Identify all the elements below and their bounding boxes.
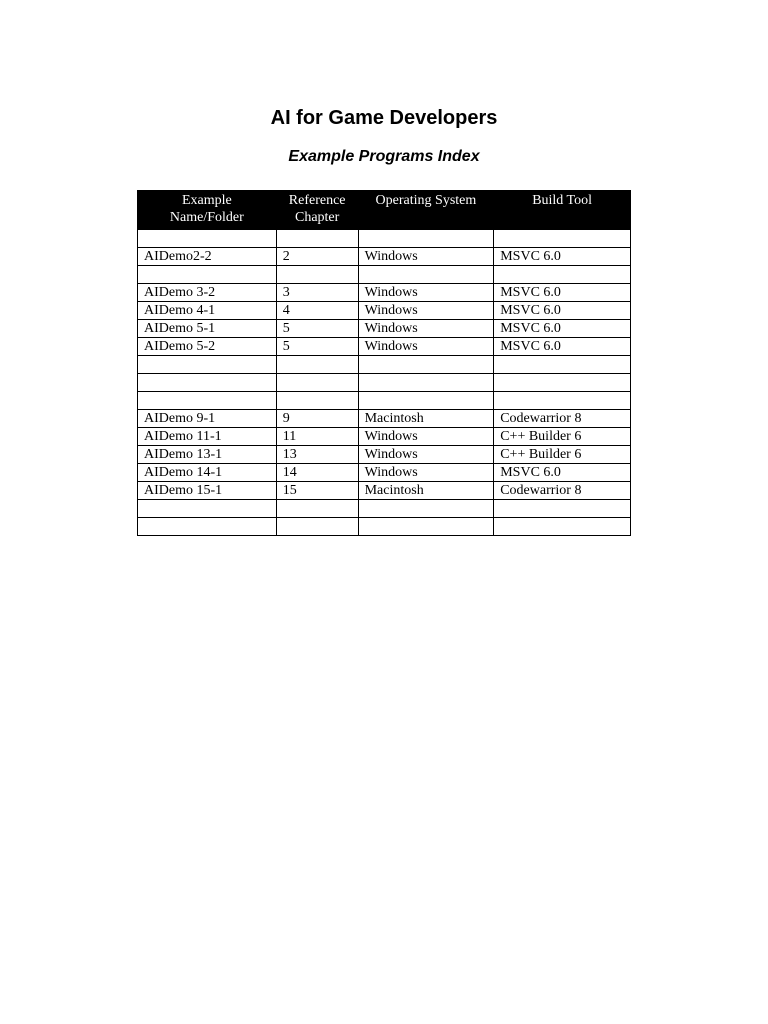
reference-chapter-cell: 3 xyxy=(276,284,358,302)
table-row xyxy=(138,482,631,500)
reference-chapter-cell: 14 xyxy=(276,464,358,482)
operating-system-cell: Windows xyxy=(358,320,494,338)
build-tool-cell xyxy=(494,518,631,536)
example-name-cell: AIDemo 9-1 xyxy=(138,410,277,428)
build-tool-cell: Codewarrior 8 xyxy=(494,410,631,428)
example-name-cell xyxy=(138,392,277,410)
build-tool-cell xyxy=(494,266,631,284)
build-tool-cell: MSVC 6.0 xyxy=(494,320,631,338)
table-row xyxy=(138,464,631,482)
header-reference-chapter xyxy=(276,191,358,230)
table-row xyxy=(138,320,631,338)
table-row xyxy=(138,374,631,392)
reference-chapter-cell: 5 xyxy=(276,338,358,356)
build-tool-cell xyxy=(494,500,631,518)
reference-chapter-cell: 5 xyxy=(276,320,358,338)
reference-chapter-cell: 13 xyxy=(276,446,358,464)
example-programs-table xyxy=(137,190,631,536)
example-name-cell: AIDemo2-2 xyxy=(138,248,277,266)
build-tool-cell: MSVC 6.0 xyxy=(494,338,631,356)
table-row xyxy=(138,410,631,428)
example-name-cell: AIDemo 3-2 xyxy=(138,284,277,302)
operating-system-cell: Windows xyxy=(358,338,494,356)
operating-system-cell xyxy=(358,374,494,392)
example-name-cell: AIDemo 13-1 xyxy=(138,446,277,464)
table-row xyxy=(138,284,631,302)
reference-chapter-cell: 4 xyxy=(276,302,358,320)
operating-system-cell xyxy=(358,230,494,248)
build-tool-cell: C++ Builder 6 xyxy=(494,428,631,446)
example-name-cell: AIDemo 4-1 xyxy=(138,302,277,320)
header-operating-system xyxy=(358,191,494,230)
header-example-name-folder xyxy=(138,191,277,230)
operating-system-cell: Windows xyxy=(358,284,494,302)
build-tool-cell xyxy=(494,392,631,410)
operating-system-cell xyxy=(358,500,494,518)
table-row xyxy=(138,266,631,284)
example-name-cell: AIDemo 5-2 xyxy=(138,338,277,356)
operating-system-cell xyxy=(358,392,494,410)
example-name-cell xyxy=(138,230,277,248)
reference-chapter-cell: 9 xyxy=(276,410,358,428)
reference-chapter-cell xyxy=(276,392,358,410)
example-name-cell xyxy=(138,266,277,284)
table-row xyxy=(138,356,631,374)
header-build-tool xyxy=(494,191,631,230)
reference-chapter-cell: 2 xyxy=(276,248,358,266)
operating-system-cell: Windows xyxy=(358,248,494,266)
build-tool-cell: MSVC 6.0 xyxy=(494,248,631,266)
example-name-cell xyxy=(138,500,277,518)
example-name-cell: AIDemo 14-1 xyxy=(138,464,277,482)
table-row xyxy=(138,248,631,266)
operating-system-cell: Windows xyxy=(358,464,494,482)
operating-system-cell: Windows xyxy=(358,446,494,464)
operating-system-cell xyxy=(358,518,494,536)
table-row xyxy=(138,446,631,464)
operating-system-cell: Macintosh xyxy=(358,482,494,500)
table-row xyxy=(138,230,631,248)
example-name-cell xyxy=(138,518,277,536)
example-name-cell xyxy=(138,374,277,392)
table-row xyxy=(138,518,631,536)
example-name-cell: AIDemo 5-1 xyxy=(138,320,277,338)
reference-chapter-cell xyxy=(276,356,358,374)
operating-system-cell: Macintosh xyxy=(358,410,494,428)
build-tool-cell xyxy=(494,374,631,392)
header-example-name-folder-label: Example Name/Folder xyxy=(169,193,244,225)
operating-system-cell xyxy=(358,266,494,284)
reference-chapter-cell xyxy=(276,518,358,536)
table-row xyxy=(138,338,631,356)
header-reference-chapter-label: Reference Chapter xyxy=(288,193,346,225)
reference-chapter-cell xyxy=(276,374,358,392)
table-row xyxy=(138,428,631,446)
reference-chapter-cell xyxy=(276,500,358,518)
table-body xyxy=(138,230,631,536)
reference-chapter-cell: 11 xyxy=(276,428,358,446)
table-header-row xyxy=(138,191,631,230)
operating-system-cell: Windows xyxy=(358,428,494,446)
build-tool-cell: Codewarrior 8 xyxy=(494,482,631,500)
reference-chapter-cell xyxy=(276,266,358,284)
build-tool-cell xyxy=(494,230,631,248)
build-tool-cell: C++ Builder 6 xyxy=(494,446,631,464)
table-row xyxy=(138,392,631,410)
build-tool-cell: MSVC 6.0 xyxy=(494,464,631,482)
document-title: AI for Game Developers xyxy=(270,107,498,129)
example-name-cell: AIDemo 11-1 xyxy=(138,428,277,446)
header-operating-system-label: Operating System xyxy=(375,193,477,208)
operating-system-cell: Windows xyxy=(358,302,494,320)
document-subtitle: Example Programs Index xyxy=(288,148,480,165)
table-row xyxy=(138,302,631,320)
reference-chapter-cell: 15 xyxy=(276,482,358,500)
build-tool-cell: MSVC 6.0 xyxy=(494,302,631,320)
table-row xyxy=(138,500,631,518)
header-build-tool-label: Build Tool xyxy=(532,193,593,208)
example-name-cell: AIDemo 15-1 xyxy=(138,482,277,500)
build-tool-cell: MSVC 6.0 xyxy=(494,284,631,302)
example-name-cell xyxy=(138,356,277,374)
build-tool-cell xyxy=(494,356,631,374)
reference-chapter-cell xyxy=(276,230,358,248)
operating-system-cell xyxy=(358,356,494,374)
